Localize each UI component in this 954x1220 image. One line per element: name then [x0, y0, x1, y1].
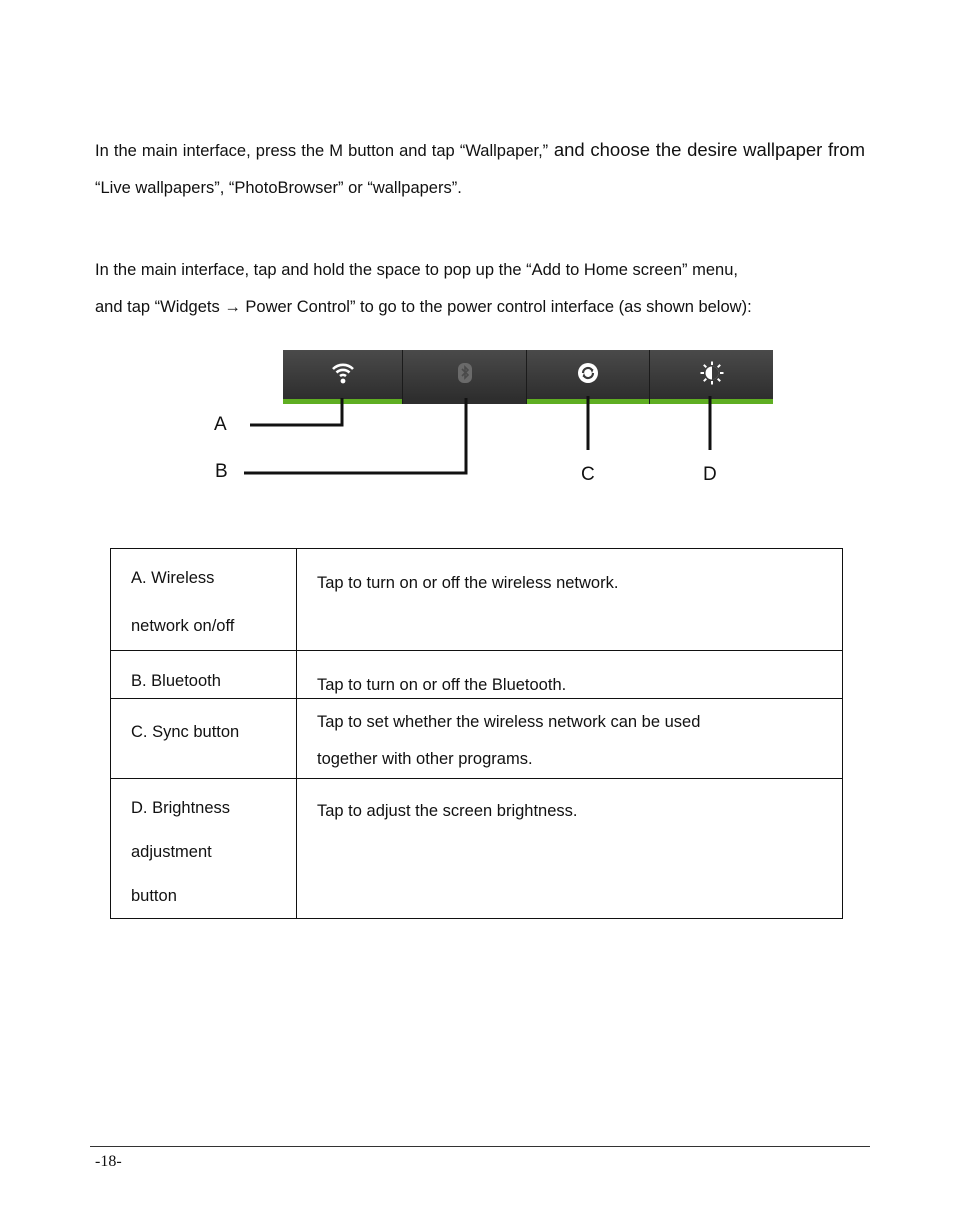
- widgets-paragraph: [95, 252, 865, 326]
- callout-label-b: B: [215, 461, 228, 482]
- table-row: [111, 779, 843, 919]
- row-label: A. Wireless network on/off: [131, 569, 235, 635]
- row-description: Tap to adjust the screen brightness.: [317, 802, 578, 820]
- sync-toggle-button[interactable]: [527, 350, 650, 404]
- brightness-icon: [699, 360, 725, 386]
- wifi-status-bar: [283, 399, 402, 404]
- wifi-toggle-button[interactable]: [283, 350, 403, 404]
- callout-label-d: D: [703, 464, 717, 485]
- row-label: B. Bluetooth: [131, 672, 221, 690]
- sync-status-bar: [527, 399, 649, 404]
- brightness-status-bar: [650, 399, 773, 404]
- table-row: [111, 651, 843, 699]
- table-row: [111, 549, 843, 651]
- wallpaper-paragraph: [95, 131, 865, 207]
- callout-label-c: C: [581, 464, 595, 485]
- bluetooth-status-bar: [403, 399, 526, 404]
- wallpaper-text-3: “Live wallpapers”, “PhotoBrowser” or “wallpapers”.: [95, 179, 462, 197]
- widgets-text-line-1: In the main interface, tap and hold the space to pop up the “Add to Home screen” menu,: [95, 261, 738, 279]
- table-row: [111, 699, 843, 779]
- widgets-text-line-2: and tap “Widgets → Power Control” to go to the power control interface (as shown below):: [95, 298, 752, 316]
- row-label: C. Sync button: [131, 723, 240, 741]
- power-control-widget: [283, 350, 773, 404]
- bluetooth-icon: [452, 360, 478, 386]
- bluetooth-toggle-button[interactable]: [403, 350, 527, 404]
- callout-label-a: A: [214, 414, 227, 435]
- sync-icon: [575, 360, 601, 386]
- row-description: Tap to set whether the wireless network can be used together with other programs.: [317, 713, 701, 768]
- row-description: Tap to turn on or off the wireless network.: [317, 574, 619, 592]
- row-description: Tap to turn on or off the Bluetooth.: [317, 676, 567, 694]
- wallpaper-text-2: and choose the desire wallpaper from: [548, 139, 865, 160]
- wallpaper-text-1: In the main interface, press the M button and tap “Wallpaper,”: [95, 142, 549, 160]
- footer-divider: [90, 1146, 870, 1147]
- power-control-table: [110, 548, 843, 919]
- brightness-toggle-button[interactable]: [650, 350, 773, 404]
- row-label: D. Brightness adjustment button: [131, 799, 231, 905]
- page-number: -18-: [95, 1153, 122, 1170]
- wifi-icon: [330, 360, 356, 386]
- callout-line-b: [244, 398, 466, 473]
